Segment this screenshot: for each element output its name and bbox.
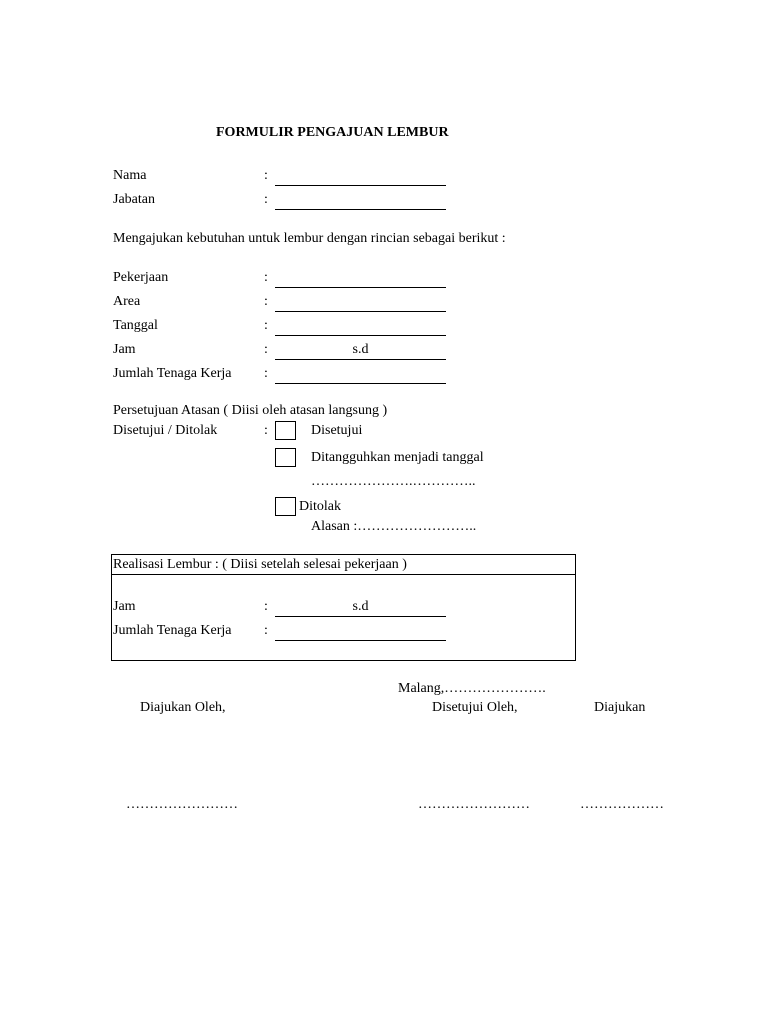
place-date: Malang,…………………. bbox=[398, 681, 546, 696]
realization-jam-field[interactable] bbox=[275, 616, 446, 617]
colon: : bbox=[264, 192, 268, 207]
approved-option-label: Disetujui bbox=[311, 423, 363, 438]
submitted-by-label: Diajukan Oleh, bbox=[140, 700, 226, 715]
jumlah-label: Jumlah Tenaga Kerja bbox=[113, 366, 232, 381]
jam-label: Jam bbox=[113, 342, 136, 357]
realization-heading: Realisasi Lembur : ( Diisi setelah selesai pekerjaan ) bbox=[113, 557, 407, 572]
postponed-checkbox[interactable] bbox=[275, 448, 296, 467]
jumlah-field[interactable] bbox=[275, 383, 446, 384]
jabatan-label: Jabatan bbox=[113, 192, 155, 207]
realization-jumlah-label: Jumlah Tenaga Kerja bbox=[113, 623, 232, 638]
pekerjaan-field[interactable] bbox=[275, 287, 446, 288]
nama-field[interactable] bbox=[275, 185, 446, 186]
signature-line-third: ……………… bbox=[580, 797, 664, 812]
colon: : bbox=[264, 366, 268, 381]
colon: : bbox=[264, 623, 268, 638]
postponed-date-dots[interactable]: ………………….………….. bbox=[311, 474, 476, 489]
colon: : bbox=[264, 423, 268, 438]
tanggal-field[interactable] bbox=[275, 335, 446, 336]
colon: : bbox=[264, 342, 268, 357]
colon: : bbox=[264, 168, 268, 183]
nama-label: Nama bbox=[113, 168, 147, 183]
jabatan-field[interactable] bbox=[275, 209, 446, 210]
third-signature-label: Diajukan bbox=[594, 700, 646, 715]
approval-heading: Persetujuan Atasan ( Diisi oleh atasan langsung ) bbox=[113, 403, 388, 418]
signature-line-submitter: …………………… bbox=[126, 797, 238, 812]
realization-jam-sd-text: s.d bbox=[352, 599, 369, 614]
area-field[interactable] bbox=[275, 311, 446, 312]
postponed-option-label: Ditangguhkan menjadi tanggal bbox=[311, 450, 484, 465]
jam-sd-text: s.d bbox=[352, 342, 369, 357]
pekerjaan-label: Pekerjaan bbox=[113, 270, 169, 285]
rejected-option-label: Ditolak bbox=[299, 499, 341, 514]
colon: : bbox=[264, 599, 268, 614]
form-title: FORMULIR PENGAJUAN LEMBUR bbox=[216, 125, 449, 140]
tanggal-label: Tanggal bbox=[113, 318, 158, 333]
approved-by-label: Disetujui Oleh, bbox=[432, 700, 518, 715]
signature-line-approver: …………………… bbox=[418, 797, 530, 812]
realization-jam-label: Jam bbox=[113, 599, 136, 614]
approved-checkbox[interactable] bbox=[275, 421, 296, 440]
area-label: Area bbox=[113, 294, 141, 309]
colon: : bbox=[264, 294, 268, 309]
realization-divider bbox=[111, 574, 576, 575]
approval-label: Disetujui / Ditolak bbox=[113, 423, 218, 438]
jam-field[interactable] bbox=[275, 359, 446, 360]
intro-text: Mengajukan kebutuhan untuk lembur dengan rincian sebagai berikut : bbox=[113, 231, 506, 246]
rejected-checkbox[interactable] bbox=[275, 497, 296, 516]
realization-jumlah-field[interactable] bbox=[275, 640, 446, 641]
colon: : bbox=[264, 270, 268, 285]
rejected-reason[interactable]: Alasan :…………………….. bbox=[311, 519, 477, 534]
colon: : bbox=[264, 318, 268, 333]
